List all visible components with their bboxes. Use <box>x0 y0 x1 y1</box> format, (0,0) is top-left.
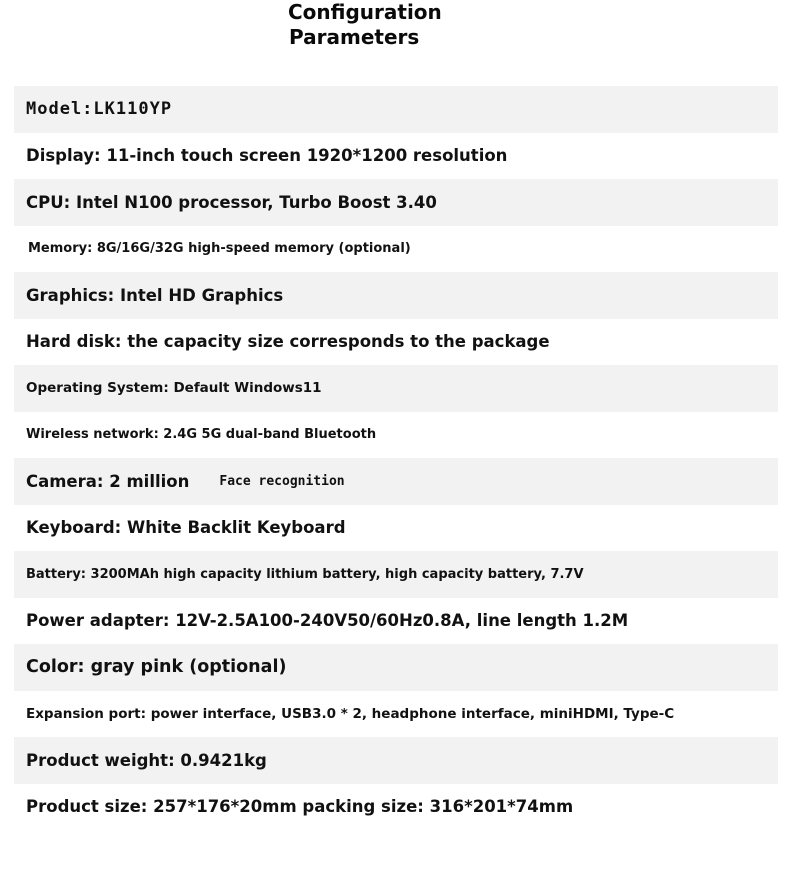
spec-row-power-adapter <box>14 598 778 645</box>
spec-camera-extra: Face recognition <box>219 473 345 489</box>
spec-row-os <box>14 365 778 412</box>
spec-color: Color: gray pink (optional) <box>26 657 287 678</box>
spec-battery: Battery: 3200MAh high capacity lithium battery, high capacity battery, 7.7V <box>26 566 584 582</box>
spec-size: Product size: 257*176*20mm packing size: 316*201*74mm <box>26 797 574 817</box>
spec-keyboard: Keyboard: White Backlit Keyboard <box>26 518 346 538</box>
spec-row-memory <box>14 226 778 273</box>
spec-row-keyboard <box>14 505 778 552</box>
spec-model: Model:LK110YP <box>26 99 173 120</box>
spec-graphics: Graphics: Intel HD Graphics <box>26 285 284 305</box>
spec-weight: Product weight: 0.9421kg <box>26 750 267 770</box>
spec-power-adapter: Power adapter: 12V-2.5A100-240V50/60Hz0.8A, line length 1.2M <box>26 611 629 631</box>
spec-wireless: Wireless network: 2.4G 5G dual-band Bluetooth <box>26 427 377 443</box>
spec-row-weight <box>14 737 778 784</box>
spec-row-display <box>14 133 778 180</box>
page-title <box>288 0 442 50</box>
title-line-2: Parameters <box>289 25 420 49</box>
spec-row-battery <box>14 551 778 598</box>
spec-row-graphics <box>14 272 778 319</box>
spec-expansion: Expansion port: power interface, USB3.0 * 2, headphone interface, miniHDMI, Type-C <box>26 705 675 722</box>
spec-row-model <box>14 86 778 133</box>
spec-cpu: CPU: Intel N100 processor, Turbo Boost 3.40 <box>26 192 437 212</box>
spec-table <box>14 86 778 830</box>
spec-row-color <box>14 644 778 691</box>
spec-display: Display: 11-inch touch screen 1920*1200 resolution <box>26 146 508 166</box>
title-line-1: Configuration <box>288 0 442 24</box>
spec-row-size <box>14 784 778 831</box>
spec-camera: Camera: 2 million <box>26 471 190 491</box>
spec-row-hard-disk <box>14 319 778 366</box>
spec-row-camera <box>14 458 778 505</box>
spec-os: Operating System: Default Windows11 <box>26 380 322 397</box>
spec-memory: Memory: 8G/16G/32G high-speed memory (optional) <box>28 241 411 257</box>
spec-row-expansion <box>14 691 778 738</box>
spec-hard-disk: Hard disk: the capacity size corresponds to the package <box>26 332 550 352</box>
spec-row-cpu <box>14 179 778 226</box>
spec-row-wireless <box>14 412 778 459</box>
